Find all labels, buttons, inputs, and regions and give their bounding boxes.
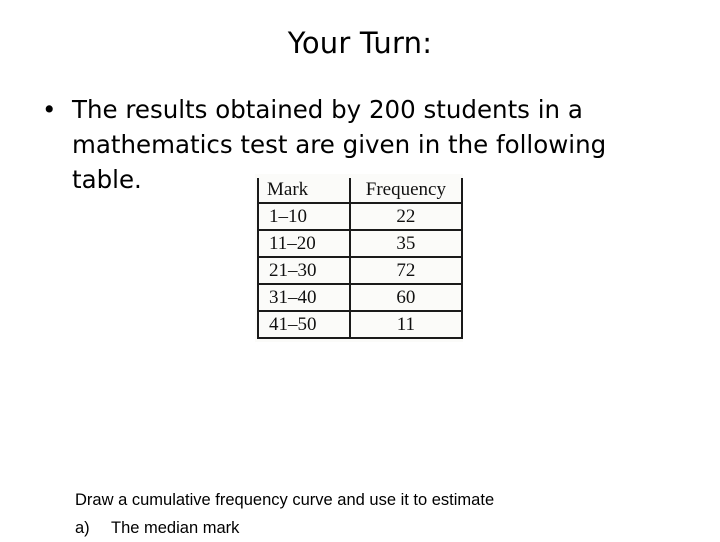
frequency-table <box>257 178 463 339</box>
mark-cell: 21–30 <box>258 257 350 284</box>
table-row <box>258 230 462 257</box>
instruction-text: The median mark <box>111 519 240 537</box>
mark-cell: 11–20 <box>258 230 350 257</box>
header-frequency: Frequency <box>350 178 462 203</box>
instructions <box>75 486 494 542</box>
frequency-cell: 60 <box>350 284 462 311</box>
table-header-row <box>258 178 462 203</box>
slide-title: Your Turn: <box>287 26 433 60</box>
table-row <box>258 284 462 311</box>
bullet-marker: • <box>42 95 57 124</box>
instruction-letter: a) <box>75 519 90 537</box>
frequency-cell: 72 <box>350 257 462 284</box>
bullet-text-line-1: The results obtained by 200 students in a <box>72 95 583 124</box>
frequency-cell: 22 <box>350 203 462 230</box>
bullet-text-line-3: table. <box>72 165 142 194</box>
frequency-cell: 35 <box>350 230 462 257</box>
table-row <box>258 203 462 230</box>
mark-cell: 31–40 <box>258 284 350 311</box>
bullet-line-1 <box>42 92 682 127</box>
scanned-table-image <box>255 174 463 342</box>
frequency-cell: 11 <box>350 311 462 338</box>
header-mark: Mark <box>258 178 350 203</box>
table-row <box>258 311 462 338</box>
instruction-item <box>75 514 494 542</box>
mark-cell: 1–10 <box>258 203 350 230</box>
mark-cell: 41–50 <box>258 311 350 338</box>
instructions-lead: Draw a cumulative frequency curve and use it to estimate <box>75 491 495 509</box>
bullet-text-line-2: mathematics test are given in the following <box>72 130 607 159</box>
table-row <box>258 257 462 284</box>
